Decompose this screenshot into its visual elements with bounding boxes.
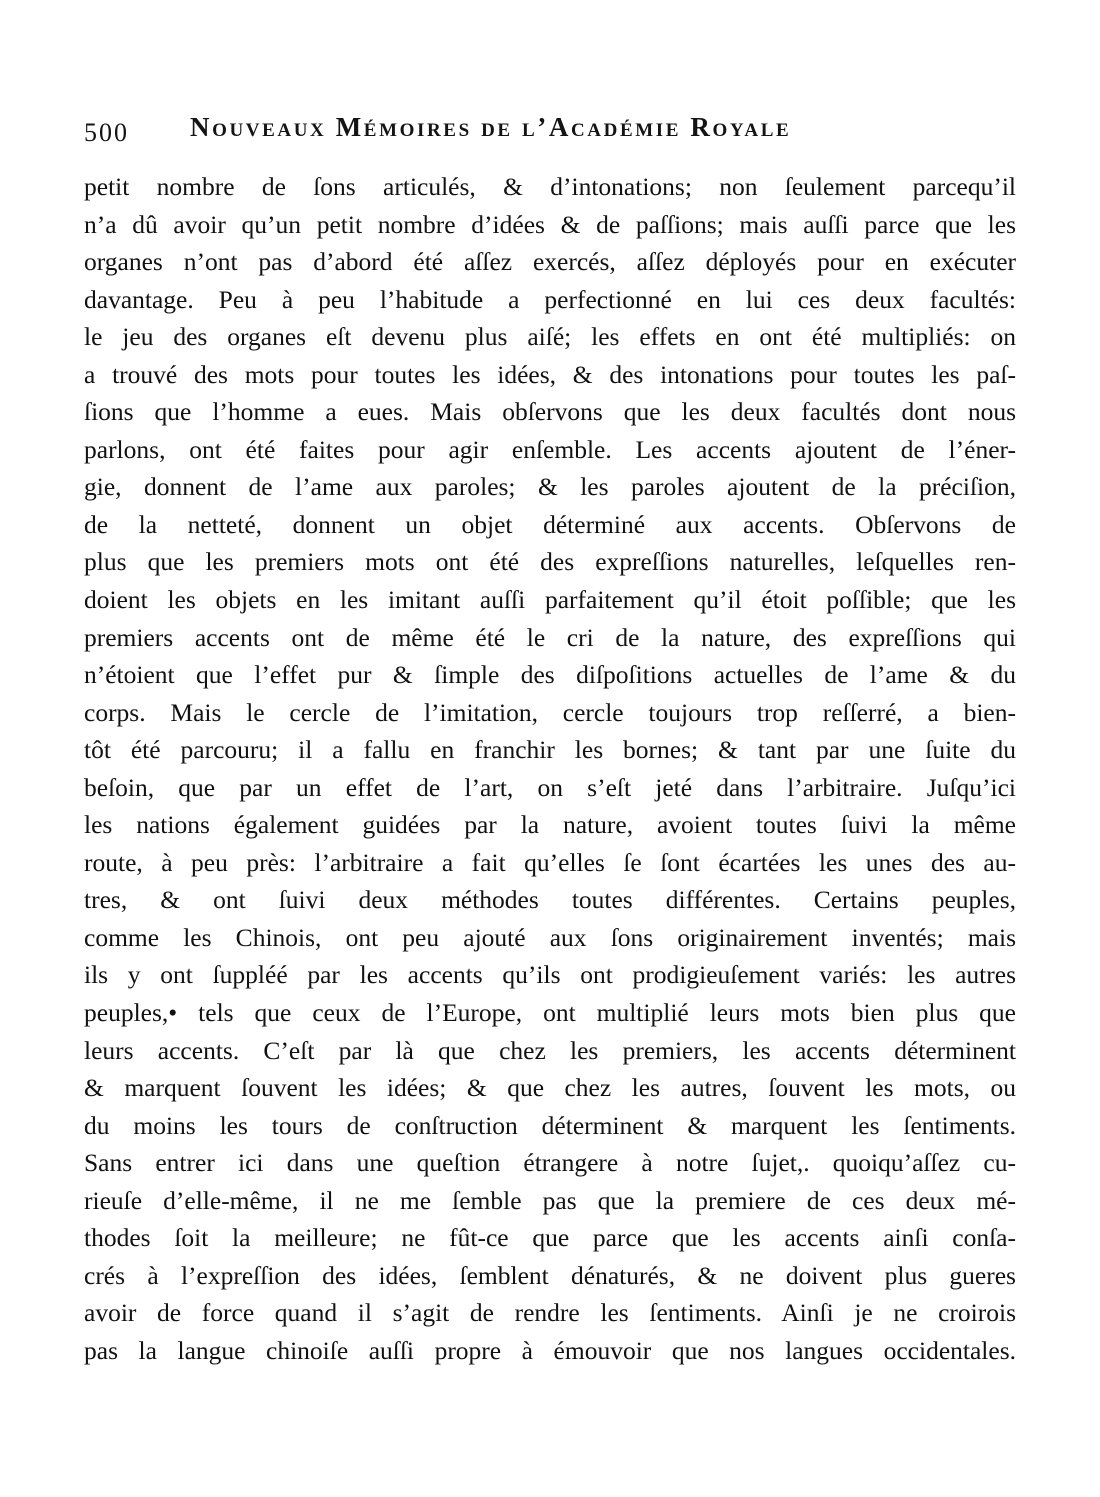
text-line: le jeu des organes eſt devenu plus aiſé; les effets en ont été multipliés: on (84, 322, 1016, 352)
text-line: avoir de force quand il s’agit de rendre les ſentiments. Ainſi je ne croirois (84, 1298, 1016, 1328)
text-line: Sans entrer ici dans une queſtion étrangere à notre ſujet,. quoiqu’aſſez cu- (84, 1148, 1016, 1178)
text-line: les nations également guidées par la nature, avoient toutes ſuivi la même (84, 810, 1016, 840)
text-line: peuples,• tels que ceux de l’Europe, ont multiplié leurs mots bien plus que (84, 998, 1016, 1028)
body-paragraph (84, 168, 1016, 1370)
text-line: corps. Mais le cercle de l’imitation, cercle toujours trop reſſerré, a bien- (84, 697, 1016, 727)
text-line: ils y ont ſuppléé par les accents qu’ils ont prodigieuſement variés: les autres (84, 960, 1016, 990)
text-line: comme les Chinois, ont peu ajouté aux ſons originairement inventés; mais (84, 922, 1016, 952)
text-line: route, à peu près: l’arbitraire a fait qu’elles ſe ſont écartées les unes des au- (84, 847, 1016, 877)
text-line: tôt été parcouru; il a fallu en franchir les bornes; & tant par une ſuite du (84, 735, 1016, 765)
text-line: doient les objets en les imitant auſſi parfaitement qu’il étoit poſſible; que les (84, 585, 1016, 615)
text-line: crés à l’expreſſion des idées, ſemblent dénaturés, & ne doivent plus gueres (84, 1260, 1016, 1290)
text-line: rieuſe d’elle-même, il ne me ſemble pas que la premiere de ces deux mé- (84, 1185, 1016, 1215)
page-header (84, 112, 944, 152)
text-line: & marquent ſouvent les idées; & que chez les autres, ſouvent les mots, ou (84, 1073, 1016, 1103)
text-line: de la netteté, donnent un objet déterminé aux accents. Obſervons de (84, 509, 1016, 539)
text-line: pas la langue chinoiſe auſſi propre à émouvoir que nos langues occidentales. (84, 1335, 1016, 1365)
text-line: n’étoient que l’effet pur & ſimple des diſpoſitions actuelles de l’ame & du (84, 660, 1016, 690)
text-line: ſions que l’homme a eues. Mais obſervons que les deux facultés dont nous (84, 397, 1016, 427)
text-line: du moins les tours de conſtruction déterminent & marquent les ſentiments. (84, 1110, 1016, 1140)
text-line: thodes ſoit la meilleure; ne fût-ce que parce que les accents ainſi conſa- (84, 1223, 1016, 1253)
text-line: tres, & ont ſuivi deux méthodes toutes différentes. Certains peuples, (84, 885, 1016, 915)
text-line: organes n’ont pas d’abord été aſſez exercés, aſſez déployés pour en exécuter (84, 247, 1016, 277)
text-line: beſoin, que par un effet de l’art, on s’eſt jeté dans l’arbitraire. Juſqu’ici (84, 772, 1016, 802)
text-line: davantage. Peu à peu l’habitude a perfectionné en lui ces deux facultés: (84, 284, 1016, 314)
text-line: parlons, ont été faites pour agir enſemble. Les accents ajoutent de l’éner- (84, 434, 1016, 464)
text-line: gie, donnent de l’ame aux paroles; & les paroles ajoutent de la préciſion, (84, 472, 1016, 502)
text-line: plus que les premiers mots ont été des expreſſions naturelles, leſquelles ren- (84, 547, 1016, 577)
text-line: premiers accents ont de même été le cri de la nature, des expreſſions qui (84, 622, 1016, 652)
text-line: petit nombre de ſons articulés, & d’intonations; non ſeulement parcequ’il (84, 172, 1016, 201)
text-line: a trouvé des mots pour toutes les idées, & des intonations pour toutes les paſ- (84, 359, 1016, 389)
text-line: n’a dû avoir qu’un petit nombre d’idées & de paſſions; mais auſſi parce que les (84, 209, 1016, 239)
text-line: leurs accents. C’eſt par là que chez les premiers, les accents déterminent (84, 1035, 1016, 1065)
page-number: 500 (84, 118, 129, 147)
running-title: Nouveaux Mémoires de l’Académie Royale (190, 112, 792, 142)
